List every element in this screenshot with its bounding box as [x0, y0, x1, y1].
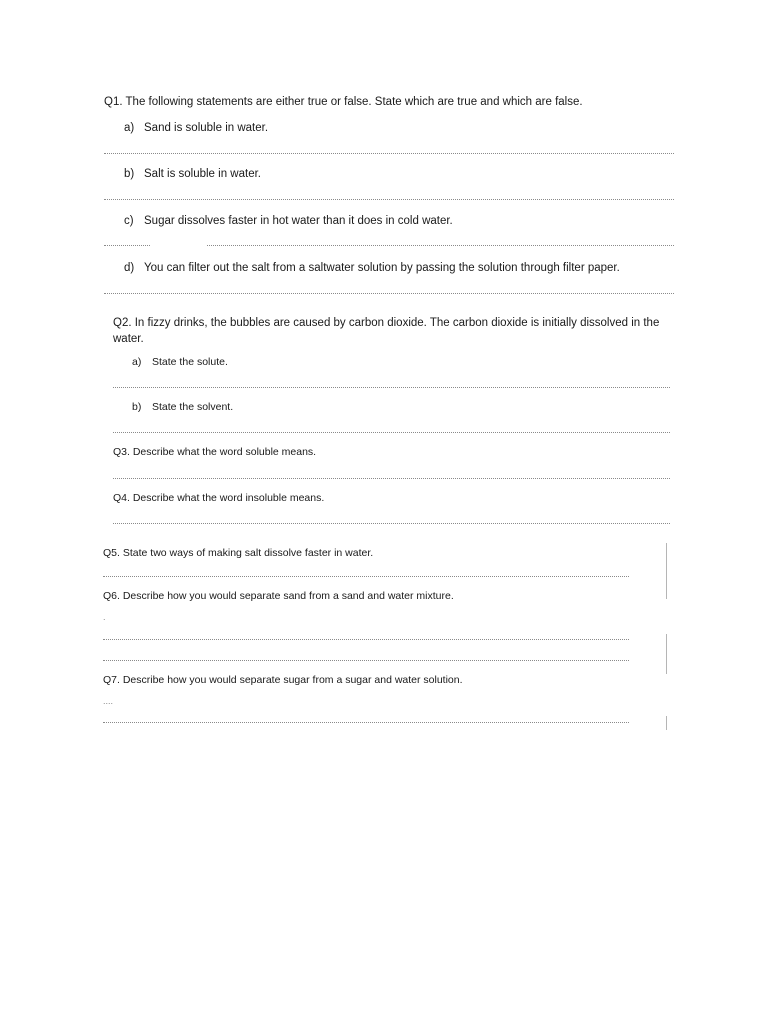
q1-item-c-text: Sugar dissolves faster in hot water than it does in cold water. [144, 215, 453, 227]
q2-item-b-label: b) [132, 401, 142, 413]
q3-answer-line[interactable] [113, 478, 670, 479]
q2-a-answer-line[interactable] [113, 387, 670, 388]
q1-item-d-label: d) [124, 262, 135, 274]
page-edge-bar-3 [666, 716, 667, 730]
q7-answer-line[interactable] [103, 722, 629, 723]
q2-item-a [132, 356, 228, 369]
q1-c-answer-line-part2[interactable] [207, 245, 674, 246]
q1-b-answer-line[interactable] [104, 199, 674, 200]
q1-item-b-label: b) [124, 168, 135, 180]
page-edge-bar-2 [666, 634, 667, 674]
q2-b-answer-line[interactable] [113, 432, 670, 433]
q2-item-a-text: State the solute. [152, 356, 228, 368]
q5-title: Q5. State two ways of making salt dissolve faster in water. [103, 547, 374, 559]
q2-item-b-text: State the solvent. [152, 401, 234, 413]
q2-item-b [132, 401, 233, 414]
q7-title: Q7. Describe how you would separate sugar from a sugar and water solution. [103, 674, 463, 686]
q1-item-b [124, 167, 261, 181]
q1-item-c-label: c) [124, 215, 134, 227]
q4-title: Q4. Describe what the word insoluble means. [113, 492, 325, 504]
q1-item-d-text: You can filter out the salt from a saltwater solution by passing the solution through filter paper. [144, 262, 620, 274]
q1-title: Q1. The following statements are either true or false. State which are true and which are false. [104, 96, 583, 108]
q2-title-line2: water. [113, 333, 144, 345]
q3-title: Q3. Describe what the word soluble means. [113, 446, 317, 458]
q1-item-a-text: Sand is soluble in water. [144, 122, 269, 134]
page-edge-bar-1 [666, 543, 667, 599]
q4-answer-line[interactable] [113, 523, 670, 524]
q6-answer-line-1[interactable] [103, 639, 629, 640]
q6-stray-mark: . [103, 612, 106, 622]
q1-item-c [124, 214, 453, 228]
q7-stray-mark: .... [103, 696, 114, 706]
q6-answer-line-2[interactable] [103, 660, 629, 661]
q1-item-b-text: Salt is soluble in water. [144, 168, 261, 180]
q1-item-d [124, 261, 620, 275]
q1-item-a-label: a) [124, 122, 135, 134]
q1-d-answer-line[interactable] [104, 293, 674, 294]
q2-title-line1: Q2. In fizzy drinks, the bubbles are caused by carbon dioxide. The carbon dioxide is initially dissolved in the [113, 317, 660, 329]
q5-answer-line[interactable] [103, 576, 629, 577]
q1-a-answer-line[interactable] [104, 153, 674, 154]
q2-item-a-label: a) [132, 356, 142, 368]
q1-item-a [124, 121, 268, 135]
q1-c-answer-line-part1[interactable] [104, 245, 150, 246]
q6-title: Q6. Describe how you would separate sand from a sand and water mixture. [103, 590, 454, 602]
